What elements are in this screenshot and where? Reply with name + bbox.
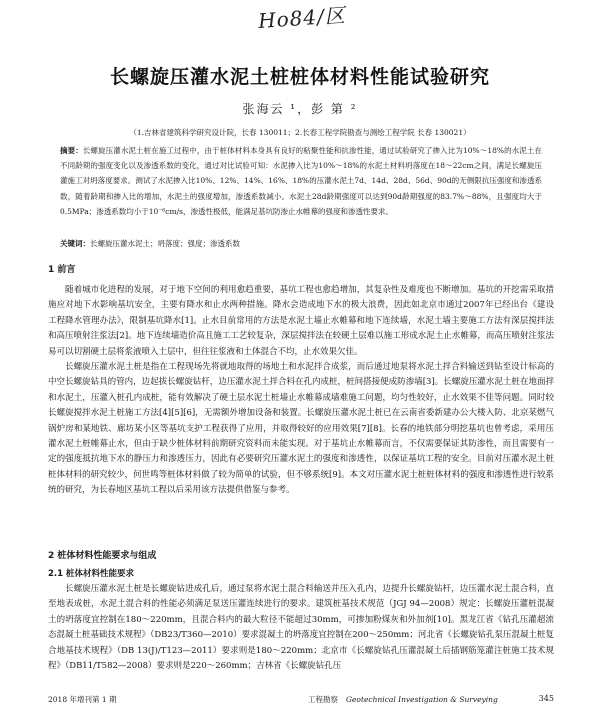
keywords-text: 长螺旋压灌水泥土；坍落度；强度；渗透系数: [90, 239, 240, 248]
keywords-label: 关键词：: [60, 239, 90, 248]
section-1-paragraph: 长螺旋压灌水泥土桩是指在工程现场先将就地取得的场地土和水泥拌合成浆，而后通过地泵将水泥土拌合料输送到钻至设计标高的中空长螺旋钻具的管内，边起拔长螺旋钻杆，边压灌水泥土拌合料在孔内成桩，桩间搭接便成防渗墙[3]。长螺旋压灌水泥土桩在地面拌和水泥土，压灌入桩孔内成桩，能有效解决了硬土层水泥土桩墙止水帷幕成墙难施工问题，均匀性较好，止水效果不佳等问题。同时较长螺旋搅拌水泥土桩施工方法[4][5][6]，无需额外增加设备和装置。长螺旋压灌水泥土桩已在云南省委新建办公大楼入防、北京某燃气锅炉房和某地铁、廊坊某小区等基坑支护工程获得了应用，并取得较好的应用效果[7][8]。长春的地铁部分明挖基坑也曾考虑，采用压灌水泥土桩帷幕止水，但由于缺少桩体材料前期研究资料而未能实现。对于基坑止水帷幕而言，不仅需要保证其防渗性，而且需要有一定的强度抵抗地下水的静压力和渗透压力，因此有必要研究压灌水泥土的强度和渗透性，以保证基坑工程的安全。目前对压灌水泥土桩桩体材料的研究较少，何世鸣等桩体材料做了较为简单的试验，但不够系统[9]。本文对压灌水泥土桩桩体材料的强度和渗透性进行较系统的研究，为长春地区基坑工程以后采用该方法提供借鉴与参考。: [48, 362, 554, 496]
abstract-label: 摘要：: [60, 146, 83, 155]
author-affiliations: （1.吉林省建筑科学研究设计院，长春 130011；2.长春工程学院勘查与测绘工程学院 长春 130021）: [129, 128, 471, 137]
keywords: [60, 238, 542, 249]
section-2-1-paragraph: 长螺旋压灌水泥土桩是长螺旋钻进成孔后，通过泵将水泥土混合料输送并压入孔内，边提升长螺旋钻杆，边压灌水泥土混合料，直至地表成桩，水泥土混合料的性能必须满足泵送压灌连续进行的要求。建筑桩基技术规范（JGJ 94—2008）规定：长螺旋压灌桩混凝土的坍落度宜控制在180～220mm，且混合料内的最大粒径不能超过30mm，可掺加粉煤灰和外加剂[10]。黑龙江省《钻孔压灌超流态混凝土桩基础技术规程》（DB23/T360—2010）要求混凝土的坍落度宜控制在200～250mm；河北省《长螺旋钻孔泵压混凝土桩复合地基技术规程》（DB 13(J)/T123—2011）要求则是180～220mm；北京市《长螺旋钻孔压灌混凝土后插钢筋笼灌注桩施工技术规程》（DB11/T582—2008）要求则是220～260mm；吉林省《长螺旋钻孔压: [48, 584, 554, 672]
paper-authors: 张海云 ¹，彭 第 ²: [242, 102, 358, 116]
abstract: [60, 143, 542, 219]
footer-journal-cn: 工程勘察: [308, 695, 338, 704]
abstract-text: 长螺旋压灌水泥土桩在施工过程中，由于桩体材料本身具有良好的粘聚性能和抗渗性能，通过试验研究了掺入比为10%～18%的水泥土在不同龄期的强度变化以及渗透系数的变化，通过对比试验可知：水泥掺入比为10%～18%的水泥土材料坍落度在18～22cm之间，满足长螺旋压灌施工对坍落度要求。测试了水泥掺入比10%、12%、14%、16%、18%的压灌水泥土7d、14d、28d、56d、90d的无侧限抗压强度和渗透系数，随着龄期和掺入比的增加，水泥土的强度增加，渗透系数减小。水泥土28d龄期强度可以达到90d龄期强度的83.7%～88%，且强度均大于0.5MPa；渗透系数均小于10⁻⁶cm/s，渗透性极低，能满足基坑防渗止水帷幕的强度和渗透性要求。: [60, 146, 542, 216]
footer-issue: 2018 年增刊第 1 期: [48, 695, 117, 704]
page-footer: [48, 694, 554, 706]
footer-journal-en: Geotechnical Investigation & Surveying: [346, 695, 498, 704]
section-1-body: [48, 283, 554, 499]
section-2-heading: 2 桩体材料性能要求与组成: [48, 551, 157, 561]
footer-journal: [308, 694, 498, 705]
section-1-heading: 1 前言: [48, 265, 76, 275]
footer-page-number: 345: [538, 694, 554, 703]
handwritten-note: Ho84/区: [257, 2, 347, 34]
section-1-paragraph: 随着城市化进程的发展，对于地下空间的利用愈趋重要，基坑工程也愈趋增加，其复杂性及难度也不断增加。基坑的开挖需采取措施应对地下水影响基坑安全，主要有降水和止水两种措施。降水会造成地下水的极大浪费，因此如北京市通过2007年已经出台《建设工程降水管理办法》，限制基坑降水[1]。止水目前常用的方法是水泥土墙止水帷幕和地下连续墙，水泥土墙主要施工方法有深层搅拌法和高压喷射注浆法[2]。地下连续墙造价高且施工工艺较复杂，深层搅拌法在较硬土层难以施工形成水泥土止水帷幕，而高压喷射注浆法易可以切割硬土层将浆液喷入土层中，但往往浆液和土体混合不均，止水效果欠佳。: [48, 285, 554, 357]
paper-title: 长螺旋压灌水泥土桩桩体材料性能试验研究: [109, 66, 490, 88]
section-2-1-heading: 2.1 桩体材料性能要求: [48, 569, 135, 579]
section-2-1-body: [48, 582, 554, 674]
